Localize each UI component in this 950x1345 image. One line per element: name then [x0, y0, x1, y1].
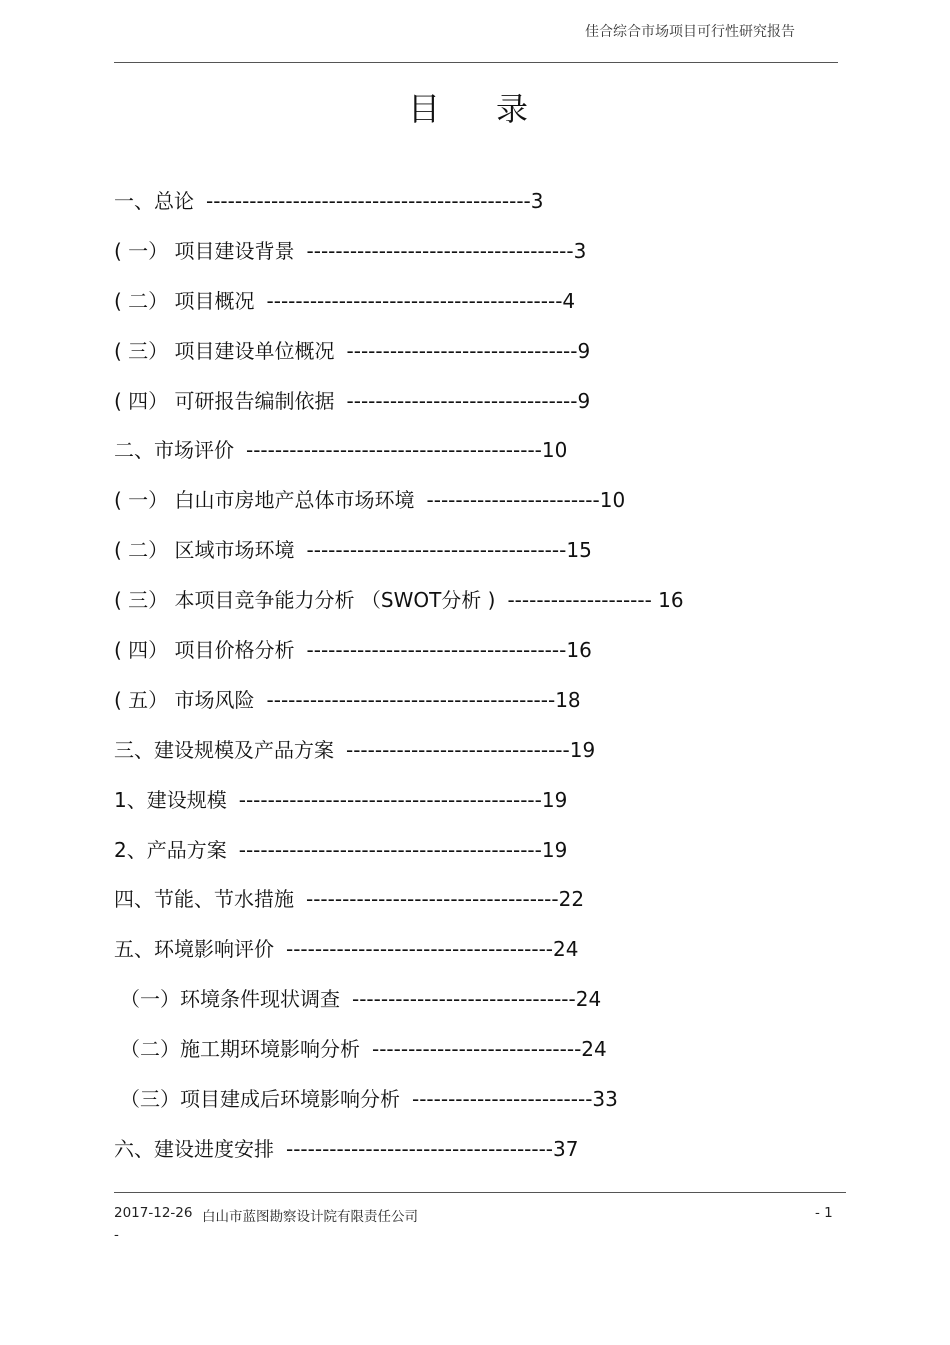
toc-entry-leader: -------------------- — [507, 588, 659, 613]
toc-entry-leader: ------------------------------------------ — [238, 787, 542, 812]
toc-entry-page: 4 — [562, 288, 576, 313]
toc-entry-leader: -------------------------------- — [346, 338, 578, 363]
toc-entry-page: 16 — [566, 638, 592, 663]
toc-entry-page: 19 — [569, 737, 596, 762]
toc-entry-label: 1、建设规模 — [114, 787, 227, 812]
toc-entry-page: 10 — [599, 488, 626, 513]
toc-entry-label: ( 四） 项目价格分析 — [114, 638, 295, 663]
toc-entry-leader: ------------------------------------- — [286, 1136, 554, 1161]
toc-entry-label: ( 三） 本项目竞争能力分析 （SWOT分析 ) — [114, 588, 496, 613]
header-divider — [114, 62, 838, 63]
toc-entry[interactable] — [114, 183, 684, 233]
toc-entry[interactable] — [114, 881, 684, 931]
toc-entry-page: 15 — [566, 538, 592, 563]
toc-entry-page: 16 — [658, 588, 684, 613]
toc-entry-leader: -------------------------------- — [346, 388, 578, 413]
toc-entry-label: 2、产品方案 — [114, 837, 227, 862]
toc-entry[interactable] — [114, 832, 684, 882]
footer-divider — [114, 1192, 846, 1193]
toc-entry-label: 二、市场评价 — [114, 438, 234, 463]
running-header: 佳合综合市场项目可行性研究报告 — [585, 24, 795, 40]
footer-date: 2017-12-26 — [114, 1205, 193, 1221]
toc-entry[interactable] — [114, 1081, 684, 1131]
toc-entry-label: 六、建设进度安排 — [114, 1136, 274, 1161]
toc-entry-leader: ------------------------------------- — [286, 937, 554, 962]
toc-entry[interactable] — [114, 682, 684, 732]
toc-entry[interactable] — [114, 981, 684, 1031]
toc-entry[interactable] — [114, 383, 684, 433]
toc-entry-label: ( 一） 白山市房地产总体市场环境 — [114, 488, 415, 513]
toc-entry-label: 五、环境影响评价 — [114, 937, 274, 962]
toc-entry[interactable] — [114, 482, 684, 532]
toc-entry-page: 3 — [573, 238, 587, 263]
toc-entry-page: 19 — [541, 837, 568, 862]
footer-dash: - — [114, 1227, 119, 1243]
toc-entry[interactable] — [114, 1031, 684, 1081]
toc-entry-leader: ----------------------------- — [372, 1037, 582, 1062]
toc-entry-page: 33 — [592, 1087, 618, 1112]
toc-entry-page: 3 — [530, 189, 544, 213]
toc-entry[interactable] — [114, 532, 684, 582]
toc-entry-label: ( 三） 项目建设单位概况 — [114, 338, 335, 363]
toc-entry[interactable] — [114, 432, 684, 482]
toc-entry[interactable] — [114, 632, 684, 682]
toc-entry-page: 24 — [575, 987, 602, 1012]
toc-entry[interactable] — [114, 233, 684, 283]
toc-title: 目录 — [408, 90, 585, 128]
toc-entry-page: 9 — [577, 388, 591, 413]
toc-entry-label: 四、节能、节水措施 — [114, 887, 294, 912]
toc-entry-leader: ----------------------------------------- — [246, 438, 542, 463]
toc-entry-leader: ------------------------------------ — [306, 638, 567, 663]
toc-entry-leader: ------------------------------------------ — [238, 837, 542, 862]
toc-entry-page: 37 — [553, 1136, 579, 1161]
toc-entry-page: 24 — [581, 1037, 607, 1062]
toc-entry[interactable] — [114, 582, 684, 632]
toc-entry-label: （二）施工期环境影响分析 — [120, 1037, 360, 1062]
toc-entry-page: 24 — [553, 937, 579, 962]
toc-entry-leader: ------------------------------------ — [306, 538, 567, 563]
toc-entry-leader: --------------------------------------------- — [206, 189, 531, 213]
toc-entry-leader: ------------------------- — [412, 1087, 593, 1112]
toc-entry-label: ( 五） 市场风险 — [114, 687, 255, 712]
toc-list — [114, 183, 684, 1181]
toc-entry-leader: ---------------------------------------- — [266, 687, 556, 712]
toc-entry-label: ( 一） 项目建设背景 — [114, 238, 295, 263]
footer-company: 白山市蓝图勘察设计院有限责任公司 — [202, 1209, 418, 1225]
toc-entry-page: 18 — [555, 687, 581, 712]
toc-entry-leader: ------------------------------- — [352, 987, 576, 1012]
toc-entry[interactable] — [114, 333, 684, 383]
toc-entry-label: （一）环境条件现状调查 — [120, 987, 340, 1012]
toc-entry-leader: ------------------------------- — [346, 737, 570, 762]
toc-entry[interactable] — [114, 782, 684, 832]
toc-entry-label: ( 四） 可研报告编制依据 — [114, 388, 335, 413]
toc-entry-label: ( 二） 项目概况 — [114, 288, 255, 313]
toc-entry-leader: ------------------------ — [426, 488, 600, 513]
toc-entry-leader: ----------------------------------- — [306, 887, 559, 912]
toc-entry-page: 19 — [541, 787, 568, 812]
footer-page-number: - 1 — [815, 1205, 833, 1221]
toc-entry-leader: ----------------------------------------- — [266, 288, 563, 313]
toc-entry[interactable] — [114, 283, 684, 333]
toc-entry-label: 三、建设规模及产品方案 — [114, 737, 334, 762]
toc-entry[interactable] — [114, 732, 684, 782]
toc-entry-page: 9 — [577, 338, 591, 363]
toc-entry-page: 22 — [558, 887, 585, 912]
toc-entry-label: （三）项目建成后环境影响分析 — [120, 1087, 400, 1112]
toc-entry[interactable] — [114, 1131, 684, 1181]
toc-entry-label: 一、总论 — [114, 189, 194, 213]
toc-entry-label: ( 二） 区域市场环境 — [114, 538, 295, 563]
toc-entry[interactable] — [114, 931, 684, 981]
toc-entry-leader: ------------------------------------- — [306, 238, 574, 263]
toc-entry-page: 10 — [541, 438, 568, 463]
